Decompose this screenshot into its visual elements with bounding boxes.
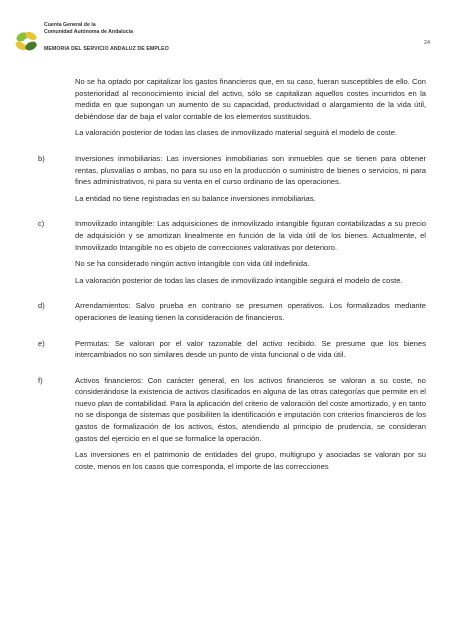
list-item-marker: b) (38, 153, 45, 163)
organization-name (44, 22, 133, 35)
paragraph: Inmovilizado intangible: Las adquisiciones de inmovilizado intangible figuran contabilizadas a su precio de adquisición y se amortizan linealmente en función de la vida útil de los bienes. Actualmente, el Inmovilizado Intangible no es objeto de correcciones valorativas por deterioro. (75, 219, 426, 252)
paragraph: La entidad no tiene registradas en su balance inversiones inmobiliarias. (75, 193, 316, 203)
list-item-f (38, 375, 426, 473)
paragraph: Activos financieros: Con carácter general, en los activos financieros se valoran a su coste, no considerándose la existencia de activos clasificados en alguna de las otras categorías que permite en el nuevo plan de contabilidad. Para la aplicación del criterio de valoración del coste amortizado, y en tanto no se disponga de sistemas que posibiliten la identificación e imputación con criterios financieros de los gastos de formalización de los activos, éstos, atendiendo al principio de prudencia, se consideran gastos del ejercicio en el que se formalice la operación. (75, 375, 426, 443)
paragraph: No se ha considerado ningún activo intangible con vida útil indefinida. (75, 259, 310, 269)
paragraph: La valoración posterior de todas las clases de inmovilizado material seguirá el modelo de coste. (75, 128, 398, 138)
body-content (38, 76, 426, 472)
junta-andalucia-logo (14, 28, 40, 54)
document-title: MEMORIA DEL SERVICIO ANDALUZ DE EMPLEO (44, 46, 169, 52)
list-item-marker: d) (38, 301, 45, 311)
list-item-marker: e) (38, 338, 45, 348)
page-header (14, 22, 438, 62)
org-line-2: Comunidad Autónoma de Andalucía (44, 28, 133, 35)
paragraph: Las inversiones en el patrimonio de entidades del grupo, multigrupo y asociadas se valoran por su coste, menos en los casos que corresponda, el importe de las correcciones (75, 450, 426, 471)
list-item-c (38, 218, 426, 286)
paragraph: Permutas: Se valoran por el valor razonable del activo recibido. Se presume que los bienes intercambiados no son similares desde un punto de vista funcional o de vida útil. (75, 338, 426, 360)
list-item-e (38, 338, 426, 361)
page-number: 24 (424, 40, 430, 46)
paragraph: Inversiones inmobiliarias: Las inversiones inmobiliarias son inmuebles que se tienen para obtener rentas, plusvalías o ambas, no para su uso en la producción o suministro de bienes o servicios, ni para fines administrativos, ni para su venta en el curso ordinario de las operaciones. (75, 153, 426, 187)
list-item-b (38, 153, 426, 204)
list-item-d (38, 300, 426, 323)
list-item-marker: c) (38, 219, 45, 229)
paragraph: No se ha optado por capitalizar los gastos financieros que, en su caso, fueran susceptibles de ello. Con posterioridad al reconocimiento inicial del activo, sólo se capitalizan aquellos costes incurridos en la medida en que supongan un aumento de su capacidad, productividad o alargamiento de la vida útil, debiéndose dar de baja el valor contable de los elementos sustituidos. (75, 77, 426, 121)
list-item-marker: f) (38, 375, 43, 385)
paragraph: Arrendamientos: Salvo prueba en contrario se presumen operativos. Los formalizados mediante operaciones de leasing tienen la consideración de financieros. (75, 301, 426, 322)
intro-section (75, 76, 426, 139)
org-line-1: Cuenta General de la (44, 22, 96, 28)
paragraph: La valoración posterior de todas las clases de inmovilizado intangible seguirá el modelo de coste. (75, 275, 403, 285)
